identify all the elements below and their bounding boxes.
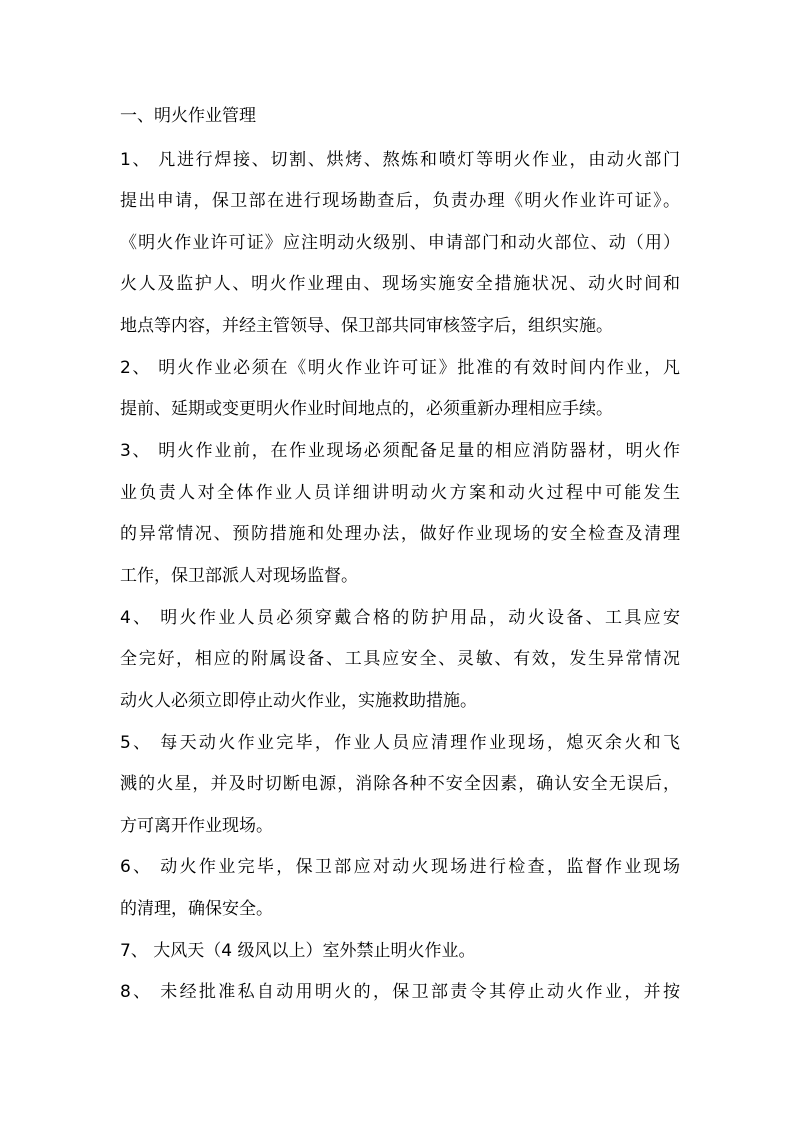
text-line: 6、 动火作业完毕，保卫部应对动火现场进行检查，监督作业现场 (120, 857, 680, 877)
text-line: 7、 大风天（4 级风以上）室外禁止明火作业。 (120, 941, 476, 961)
text-line: 3、 明火作业前，在作业现场必须配备足量的相应消防器材，明火作 (120, 441, 680, 461)
text-line: 溅的火星，并及时切断电源，消除各种不安全因素，确认安全无误后， (120, 774, 680, 794)
text-line: 工作，保卫部派人对现场监督。 (120, 566, 358, 586)
text-line: 业负责人对全体作业人员详细讲明动火方案和动火过程中可能发生 (120, 483, 680, 503)
text-line: 的清理，确保安全。 (120, 899, 273, 919)
text-line: 的异常情况、预防措施和处理办法，做好作业现场的安全检查及清理 (120, 524, 680, 544)
text-line: 地点等内容，并经主管领导、保卫部共同审核签字后，组织实施。 (120, 316, 613, 336)
text-line: 提出申请，保卫部在进行现场勘查后，负责办理《明火作业许可证》。 (120, 191, 680, 211)
text-line: 动火人必须立即停止动火作业，实施救助措施。 (120, 691, 477, 711)
text-line: 全完好，相应的附属设备、工具应安全、灵敏、有效，发生异常情况 (120, 649, 680, 669)
text-line: 提前、延期或变更明火作业时间地点的，必须重新办理相应手续。 (120, 399, 613, 419)
text-line: 1、 凡进行焊接、切割、烘烤、熬炼和喷灯等明火作业，由动火部门 (120, 150, 680, 170)
text-line: 8、 未经批准私自动用明火的，保卫部责令其停止动火作业，并按 (120, 982, 680, 1002)
section-heading: 一、明火作业管理 (120, 106, 256, 126)
text-line: 方可离开作业现场。 (120, 816, 273, 836)
text-line: 2、 明火作业必须在《明火作业许可证》批准的有效时间内作业，凡 (120, 358, 680, 378)
text-line: 4、 明火作业人员必须穿戴合格的防护用品，动火设备、工具应安 (120, 608, 680, 628)
text-line: 5、 每天动火作业完毕，作业人员应清理作业现场，熄灭余火和飞 (120, 733, 680, 753)
text-line: 火人及监护人、明火作业理由、现场实施安全措施状况、动火时间和 (120, 274, 680, 294)
text-line: 《明火作业许可证》应注明动火级别、申请部门和动火部位、动（用） (120, 233, 680, 253)
